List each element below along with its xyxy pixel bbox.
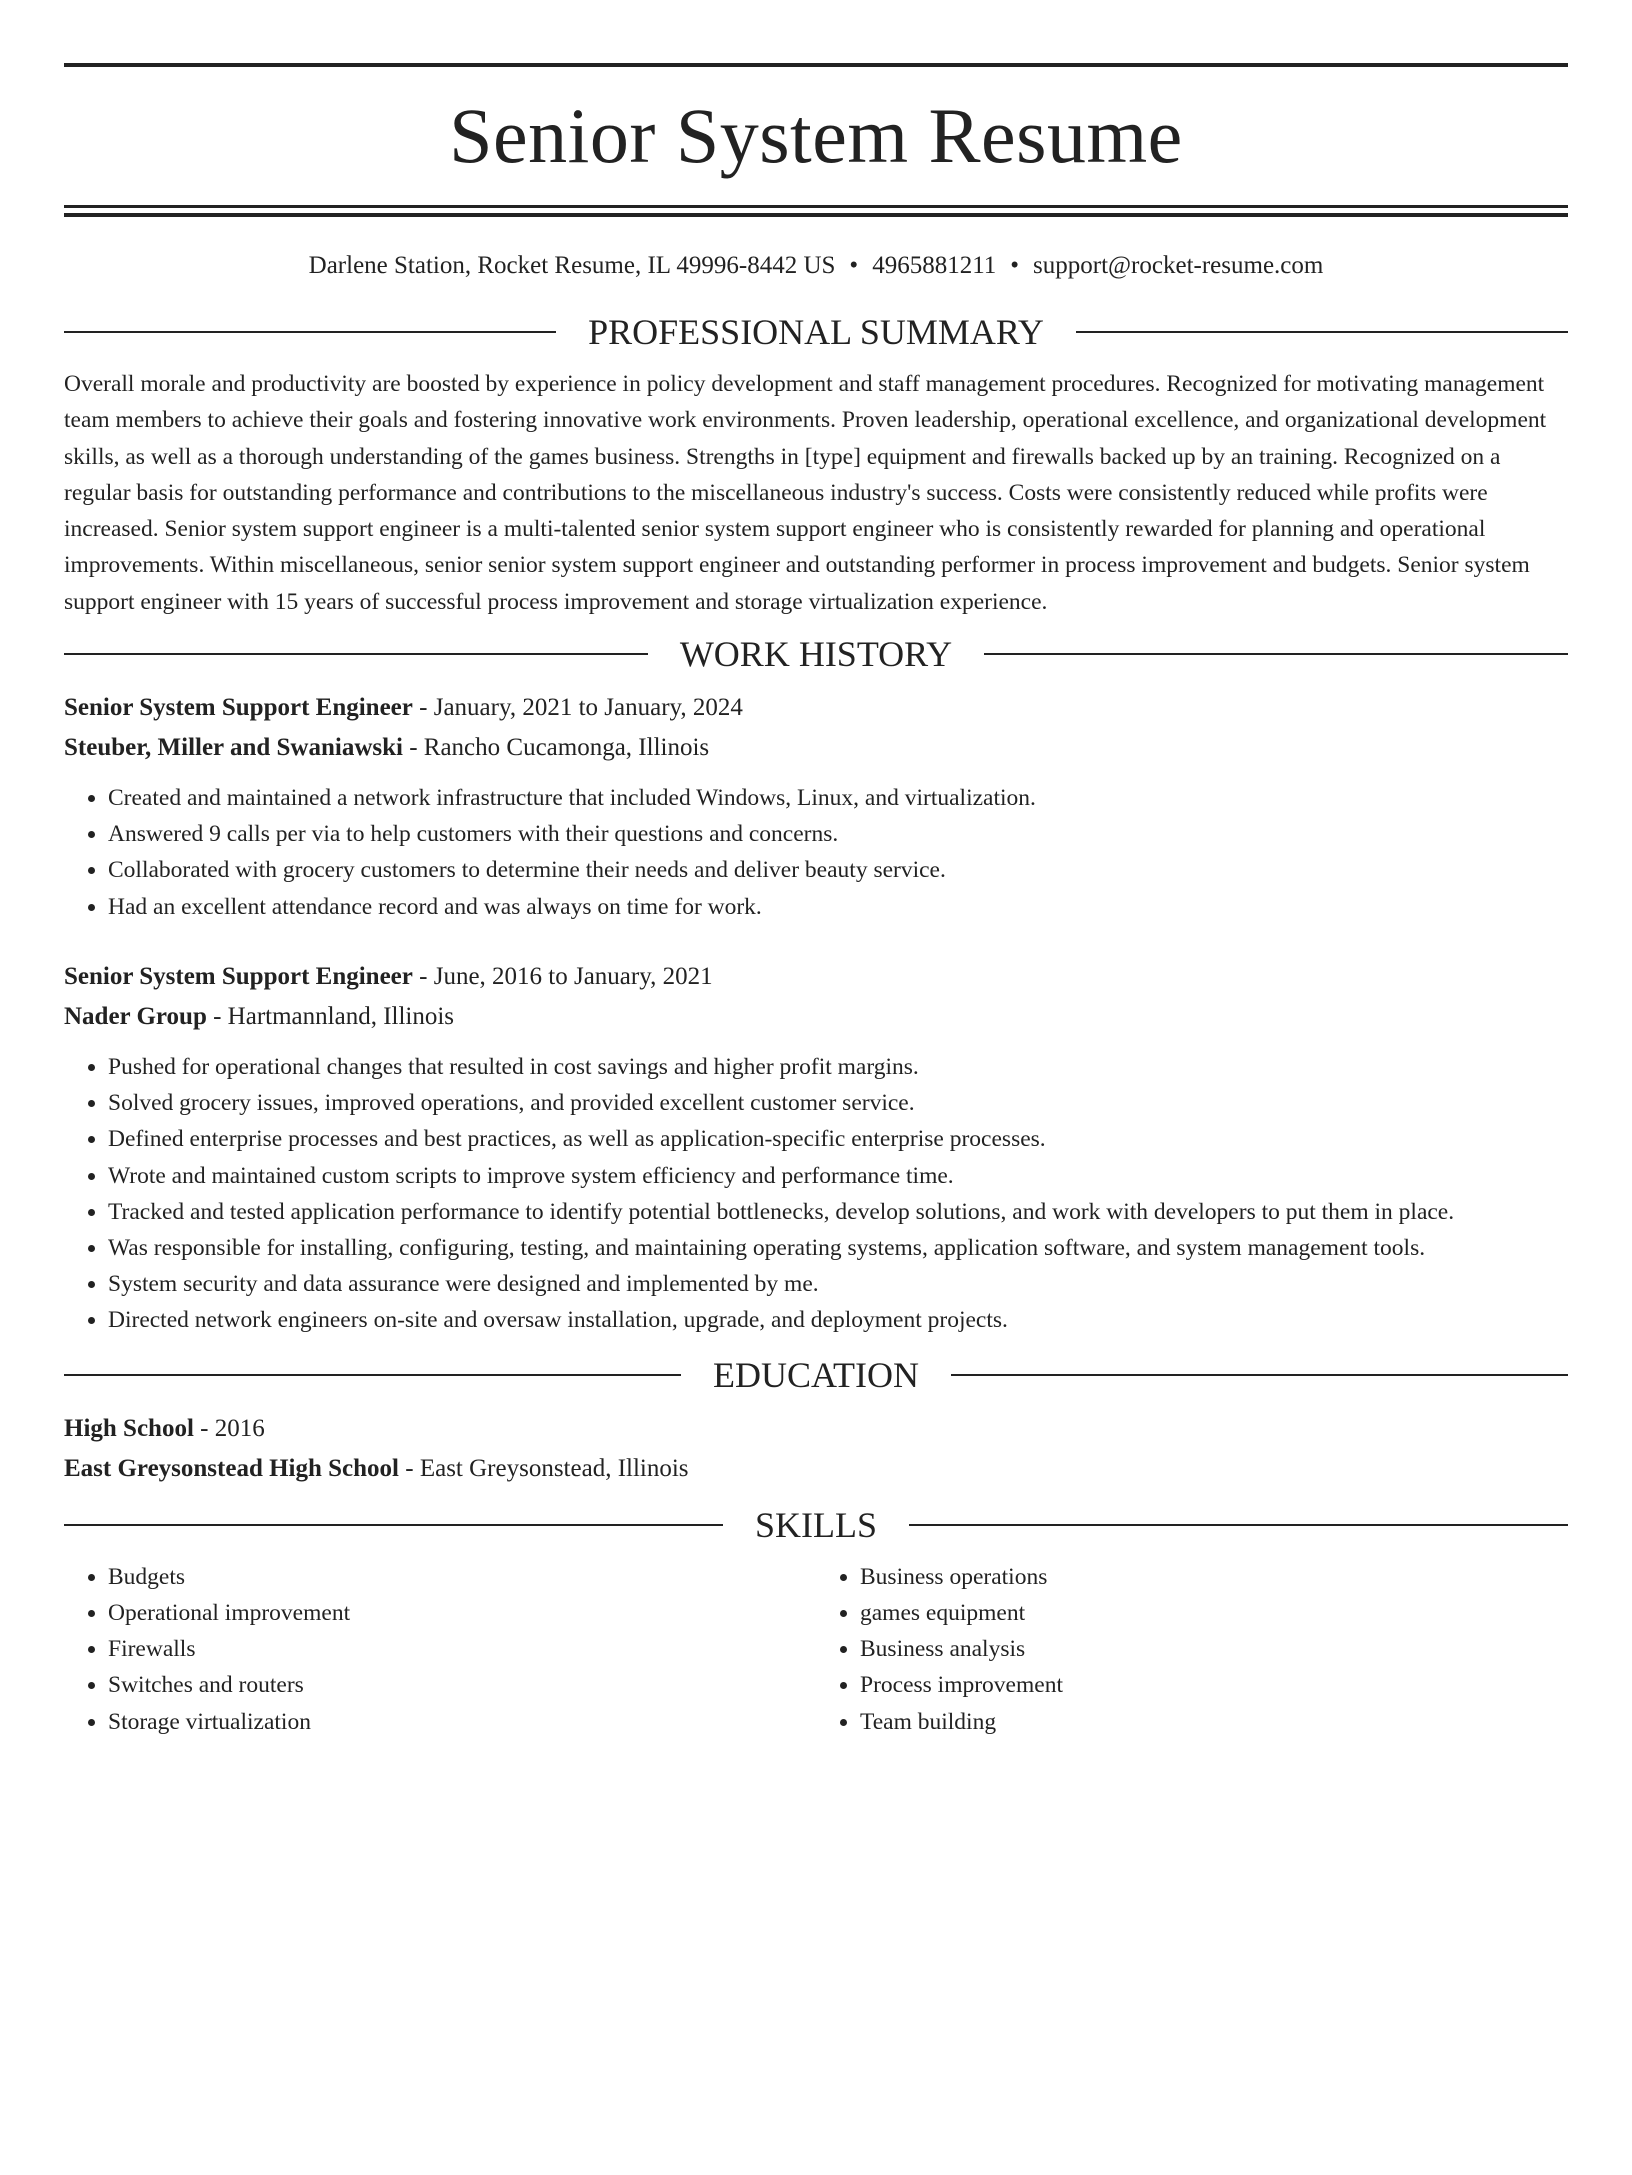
- section-rule: [64, 1374, 681, 1376]
- education-year: - 2016: [193, 1414, 265, 1442]
- job-company: Nader Group: [64, 1002, 207, 1030]
- section-rule: [64, 653, 648, 655]
- list-item: • Wrote and maintained custom scripts to improve system efficiency and performance time.: [108, 1158, 1568, 1194]
- job-title: Senior System Support Engineer: [64, 962, 413, 990]
- list-item: • Directed network engineers on-site and oversaw installation, upgrade, and deployment projects.: [108, 1302, 1568, 1338]
- job-dates: - January, 2021 to January, 2024: [412, 694, 743, 722]
- section-rule: [1076, 331, 1568, 333]
- skills-grid: [64, 1559, 1568, 1740]
- section-rule: [64, 331, 556, 333]
- summary-section-header: [64, 314, 1568, 350]
- education-entry: [64, 1409, 1568, 1489]
- job-entry: [64, 957, 1568, 1339]
- job-company-line: [64, 997, 1568, 1037]
- resume-title: Senior System Resume: [449, 92, 1183, 179]
- list-item: • System security and data assurance were designed and implemented by me.: [108, 1266, 1568, 1302]
- contact-separator: •: [1010, 252, 1020, 279]
- job-title-line: [64, 688, 1568, 728]
- list-item: • Business operations: [860, 1559, 1568, 1595]
- job-location: - Hartmannland, Illinois: [206, 1002, 455, 1030]
- job-location: - Rancho Cucamonga, Illinois: [402, 734, 710, 762]
- job-company-line: [64, 728, 1568, 768]
- title-double-rule: [64, 205, 1568, 217]
- list-item: • Tracked and tested application performance to identify potential bottlenecks, develop solutions, and work with developers to put them in place.: [108, 1194, 1568, 1230]
- contact-separator: •: [849, 252, 859, 279]
- skills-section-header: [64, 1504, 1568, 1545]
- list-item: • Answered 9 calls per via to help customers with their questions and concerns.: [108, 816, 1568, 852]
- job-entry: [64, 688, 1568, 925]
- education-location: - East Greysonstead, Illinois: [399, 1454, 689, 1482]
- skills-heading: SKILLS: [755, 1504, 878, 1545]
- list-item: • Process improvement: [860, 1667, 1568, 1703]
- contact-email: support@rocket-resume.com: [1033, 252, 1324, 279]
- job-bullets: [64, 780, 1568, 925]
- list-item: • Operational improvement: [108, 1595, 816, 1631]
- education-school-line: [64, 1449, 1568, 1489]
- job-title: Senior System Support Engineer: [64, 694, 413, 722]
- summary-heading: PROFESSIONAL SUMMARY: [588, 312, 1044, 352]
- job-dates: - June, 2016 to January, 2021: [412, 962, 713, 990]
- list-item: • Was responsible for installing, configuring, testing, and maintaining operating systems, application software, and system management tools.: [108, 1230, 1568, 1266]
- list-item: • Switches and routers: [108, 1667, 816, 1703]
- list-item: • Pushed for operational changes that resulted in cost savings and higher profit margins.: [108, 1049, 1568, 1085]
- list-item: • Solved grocery issues, improved operations, and provided excellent customer service.: [108, 1085, 1568, 1121]
- list-item: • Created and maintained a network infrastructure that included Windows, Linux, and virtualization.: [108, 780, 1568, 816]
- education-degree: High School: [64, 1414, 194, 1442]
- list-item: • Budgets: [108, 1559, 816, 1595]
- education-school: East Greysonstead High School: [64, 1454, 399, 1482]
- list-item: • Business analysis: [860, 1631, 1568, 1667]
- contact-phone: 4965881211: [872, 252, 997, 279]
- job-bullets: [64, 1049, 1568, 1339]
- work-heading: WORK HISTORY: [679, 634, 953, 675]
- section-rule: [951, 1374, 1568, 1376]
- work-section-header: [64, 634, 1568, 675]
- job-company: Steuber, Miller and Swaniawski: [64, 734, 403, 762]
- list-item: • Storage virtualization: [108, 1704, 816, 1740]
- list-item: • Collaborated with grocery customers to determine their needs and deliver beauty service.: [108, 852, 1568, 888]
- list-item: • Firewalls: [108, 1631, 816, 1667]
- education-section-header: [64, 1354, 1568, 1395]
- section-rule: [909, 1524, 1568, 1526]
- section-rule: [64, 1524, 723, 1526]
- skills-list-left: [64, 1559, 816, 1740]
- top-rule: [64, 63, 1568, 67]
- job-title-line: [64, 957, 1568, 997]
- education-degree-line: [64, 1409, 1568, 1449]
- education-heading: EDUCATION: [713, 1354, 919, 1395]
- list-item: • Team building: [860, 1704, 1568, 1740]
- list-item: • games equipment: [860, 1595, 1568, 1631]
- section-rule: [984, 653, 1568, 655]
- summary-text: Overall morale and productivity are boosted by experience in policy development and staff management procedures. Recognized for motivating management team members to achieve their goals and fostering innovative work environments. Proven leadership, operational excellence, and organizational development skills, as well as a thorough understanding of the games business. Strengths in [type] equipment and firewalls backed up by an training. Recognized on a regular basis for outstanding performance and contributions to the miscellaneous industry's success. Costs were consistently reduced while profits were increased. Senior system support engineer is a multi-talented senior system support engineer who is consistently rewarded for planning and operational improvements. Within miscellaneous, senior senior system support engineer and outstanding performer in process improvement and budgets. Senior system support engineer with 15 years of successful process improvement and storage virtualization experience.: [64, 371, 1547, 615]
- contact-line: [64, 251, 1568, 281]
- skills-list-right: [816, 1559, 1568, 1740]
- list-item: • Defined enterprise processes and best practices, as well as application-specific enterprise processes.: [108, 1121, 1568, 1157]
- contact-address: Darlene Station, Rocket Resume, IL 49996-8442 US: [308, 252, 836, 279]
- list-item: • Had an excellent attendance record and was always on time for work.: [108, 889, 1568, 925]
- resume-page: [0, 63, 1632, 2175]
